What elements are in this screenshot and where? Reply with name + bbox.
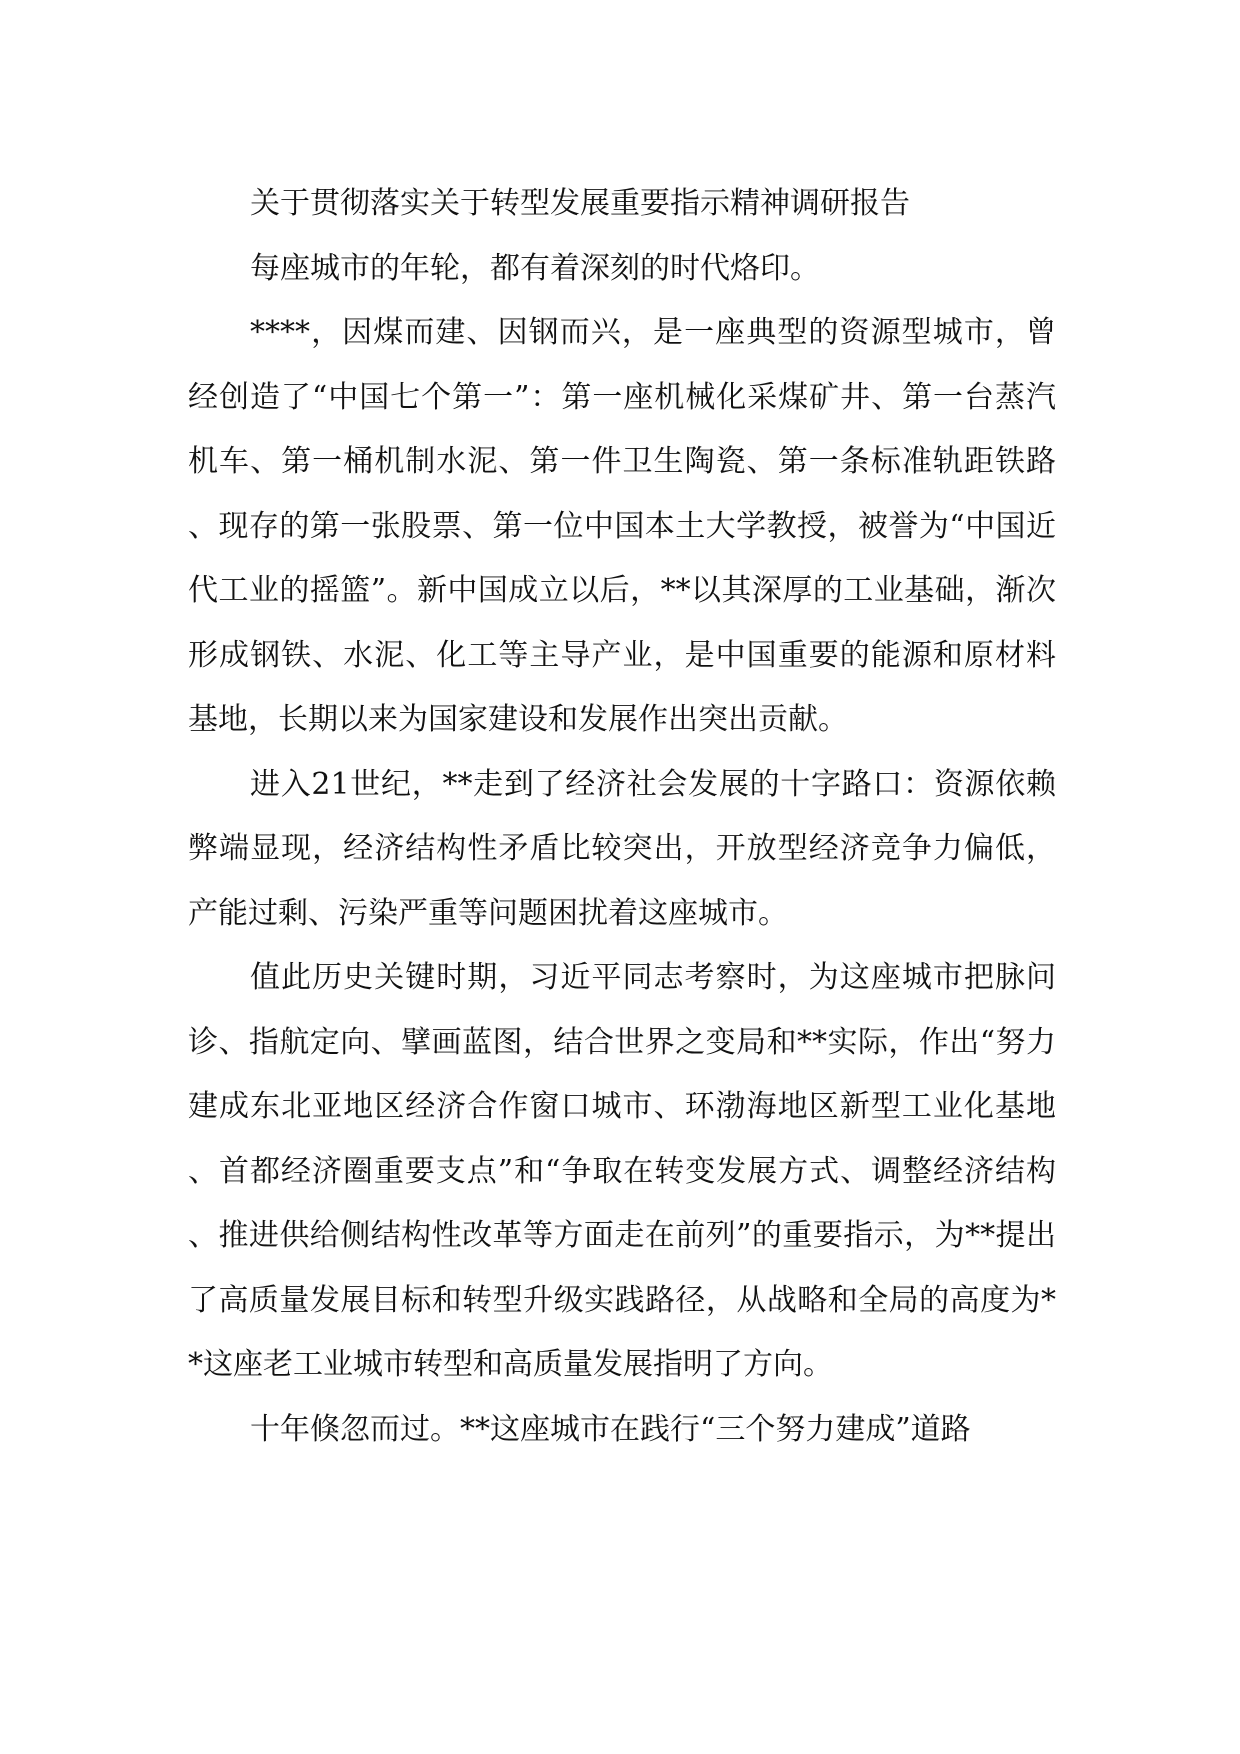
paragraph-2: ****，因煤而建、因钢而兴，是一座典型的资源型城市，曾经创造了“中国七个第一”：第一座机械化采煤矿井、第一台蒸汽机车、第一桶机制水泥、第一件卫生陶瓷、第一条标准轨距铁路、现存的第一张股票、第一位中国本土大学教授，被誉为“中国近代工业的摇篮”。新中国成立以后，**以其深厚的工业基础，渐次形成钢铁、水泥、化工等主导产业，是中国重要的能源和原材料基地，长期以来为国家建设和发展作出突出贡献。 (188, 315, 1056, 737)
document-body (188, 172, 1056, 1462)
paragraph-1: 每座城市的年轮，都有着深刻的时代烙印。 (250, 250, 820, 286)
paragraph-4: 值此历史关键时期，习近平同志考察时，为这座城市把脉问诊、指航定向、擘画蓝图，结合世界之变局和**实际，作出“努力建成东北亚地区经济合作窗口城市、环渤海地区新型工业化基地、首都经济圈重要支点”和“争取在转变发展方式、调整经济结构、推进供给侧结构性改革等方面走在前列”的重要指示，为**提出了高质量发展目标和转型升级实践路径，从战略和全局的高度为**这座老工业城市转型和高质量发展指明了方向。 (188, 960, 1056, 1382)
paragraph-3: 进入21世纪，**走到了经济社会发展的十字路口：资源依赖弊端显现，经济结构性矛盾比较突出，开放型经济竞争力偏低，产能过剩、污染严重等问题困扰着这座城市。 (188, 766, 1056, 931)
paragraph-5: 十年倏忽而过。**这座城市在践行“三个努力建成”道路 (250, 1411, 971, 1447)
document-title: 关于贯彻落实关于转型发展重要指示精神调研报告 (250, 186, 910, 221)
